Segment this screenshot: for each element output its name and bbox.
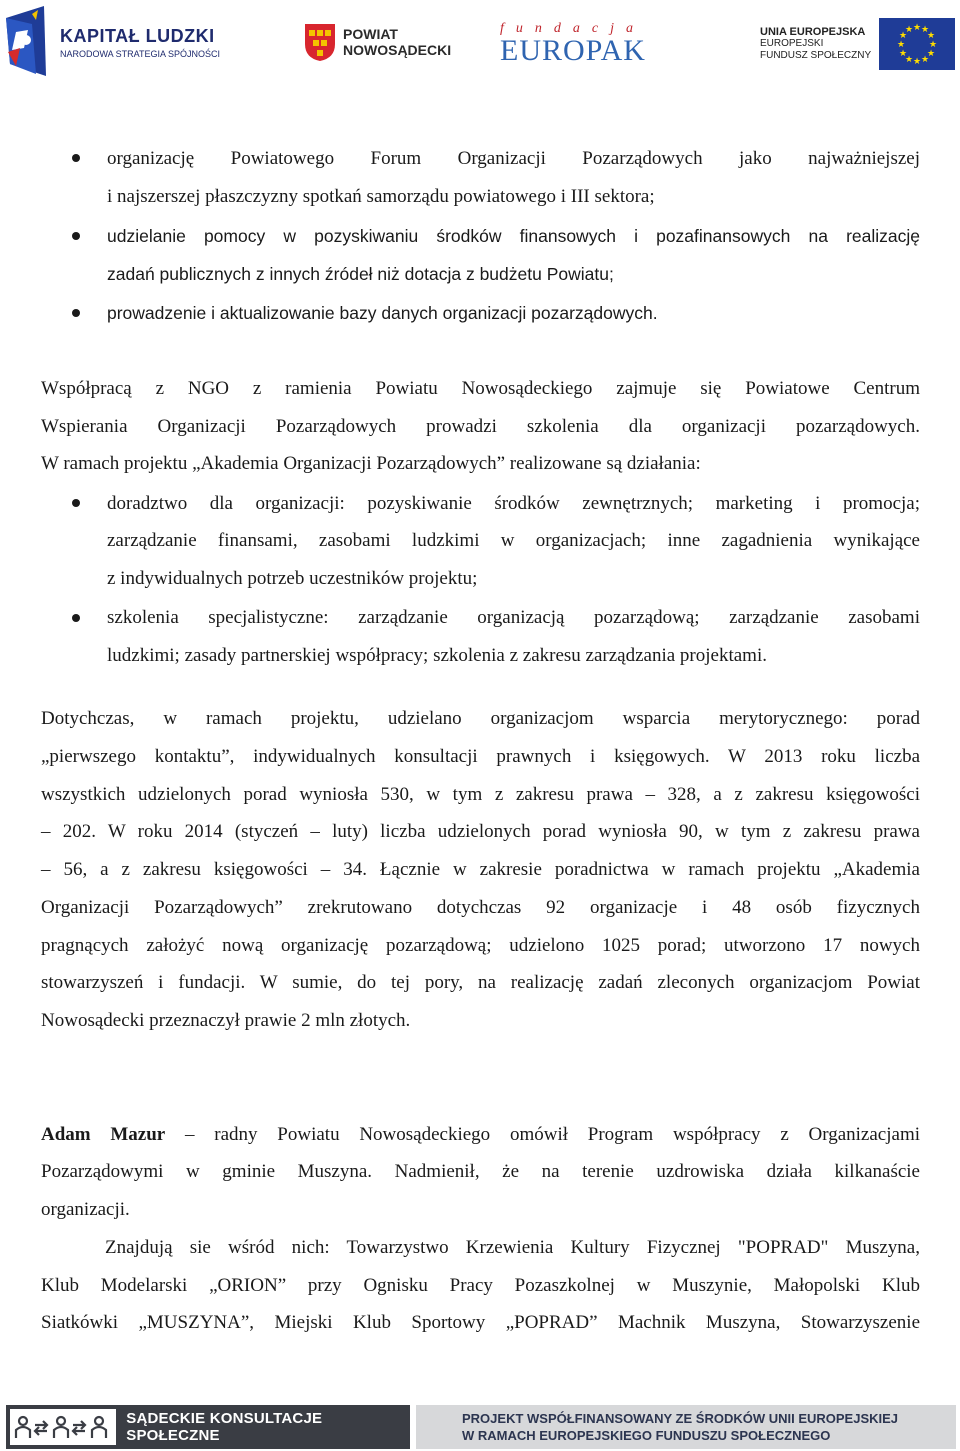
svg-text:★: ★ (927, 49, 936, 59)
para2-line3: wszystkich udzielonych porad wyniosła 530, w tym z zakresu prawa – 328, a z zakresu księgowości (41, 784, 920, 805)
footer-right-line2: W RAMACH EUROPEJSKIEGO FUNDUSZU SPOŁECZNEGO (462, 1428, 831, 1443)
powiat-line1: POWIAT (343, 26, 398, 42)
ue-title: UNIA EUROPEJSKA (760, 26, 866, 38)
svg-text:★: ★ (905, 55, 914, 65)
bullet-icon (72, 154, 80, 162)
list1-item2-line2: zadań publicznych z innych źródeł niż dotacja z budżetu Powiatu; (107, 264, 614, 284)
list1-item2-line1: udzielanie pomocy w pozyskiwaniu środków finansowych i pozafinansowych na realizację (107, 226, 920, 246)
svg-text:★: ★ (897, 40, 906, 50)
list2-item2-line1: szkolenia specjalistyczne: zarządzanie organizacją pozarządową; zarządzanie zasobami (107, 607, 920, 628)
header-logos (0, 0, 960, 90)
fundacja-label: fundacja (500, 21, 645, 36)
footer-eu-cofinancing (416, 1405, 956, 1449)
list1-item1-line2: i najszerszej płaszczyzny spotkań samorządu powiatowego i III sektora; (107, 186, 655, 207)
svg-text:★: ★ (899, 49, 908, 59)
svg-text:★: ★ (929, 40, 938, 50)
para2-line9: Nowosądecki przeznaczył prawie 2 mln złotych. (41, 1010, 411, 1031)
bullet-icon (72, 614, 80, 622)
bullet-icon (72, 499, 80, 507)
para2-line1: Dotychczas, w ramach projektu, udzielano organizacjom wsparcia merytorycznego: porad (41, 708, 920, 729)
svg-text:★: ★ (905, 25, 914, 35)
bullet-icon (72, 232, 80, 240)
footer-banner (0, 1402, 960, 1451)
footer-left-title: SĄDECKIE KONSULTACJE SPOŁECZNE (126, 1410, 323, 1444)
para2-line4: – 202. W roku 2014 (styczeń – luty) liczba udzielonych porad wyniosła 90, w tym z zakresu prawa (41, 821, 920, 842)
powiat-line2: NOWOSĄDECKI (343, 42, 452, 58)
para4-line2: Klub Modelarski „ORION” przy Ognisku Pracy Pozaszkolnej w Muszynie, Małopolski Klub (41, 1275, 920, 1296)
speaker-name: Adam Mazur (41, 1124, 166, 1145)
list2-item2-line2: ludzkimi; zasady partnerskiej współpracy; szkolenia z zakresu zarządzania projektami. (107, 645, 767, 666)
ue-subtitle-2: FUNDUSZ SPOŁECZNY (760, 50, 872, 61)
para1-line2: Wspierania Organizacji Pozarządowych prowadzi szkolenia dla organizacji pozarządowych. (41, 416, 920, 437)
list1-item1-line1: organizację Powiatowego Forum Organizacji Pozarządowych jako najważniejszej (107, 148, 920, 169)
para3-line1 (41, 1123, 920, 1147)
para2-line8: stowarzyszeń i fundacji. W sumie, do tej pory, na realizację zadań zleconych organizacjom Powiat (41, 972, 920, 993)
para2-line7: pragnących założyć nową organizację pozarządową; udzielono 1025 porad; utworzono 17 nowych (41, 935, 920, 956)
para2-line5: – 56, a z zakresu księgowości – 34. Łącznie w zakresie poradnictwa w ramach projektu „Akademia (41, 859, 920, 880)
list2-item1-line1: doradztwo dla organizacji: pozyskiwanie środków zewnętrznych; marketing i promocja; (107, 493, 920, 514)
powiat-coat-of-arms-icon (303, 22, 337, 62)
kapital-ludzki-emblem-icon (2, 4, 54, 80)
para1-line3: W ramach projektu „Akademia Organizacji Pozarządowych” realizowane są działania: (41, 453, 701, 474)
people-exchange-icon (10, 1409, 116, 1445)
svg-text:★: ★ (899, 31, 908, 41)
fundacja-europak-logo (500, 22, 646, 66)
kapital-ludzki-subtitle: NARODOWA STRATEGIA SPÓJNOŚCI (60, 48, 221, 59)
list1-item3-line1: prowadzenie i aktualizowanie bazy danych organizacji pozarządowych. (107, 303, 658, 323)
bullet-icon (72, 309, 80, 317)
para4-line3: Siatkówki „MUSZYNA”, Miejski Klub Sportowy „POPRAD” Machnik Muszyna, Stowarzyszenie (41, 1312, 920, 1333)
list2-item1-line3: z indywidualnych potrzeb uczestników projektu; (107, 568, 478, 589)
para3-line3: organizacji. (41, 1199, 130, 1220)
svg-text:★: ★ (921, 25, 930, 35)
europak-label: EUROPAK (500, 34, 646, 67)
para3-line1-rest: – radny Powiatu Nowosądeckiego omówił Program współpracy z Organizacjami (165, 1124, 920, 1145)
para1-line1: Współpracą z NGO z ramienia Powiatu Nowosądeckiego zajmuje się Powiatowe Centrum (41, 378, 920, 399)
ue-subtitle-1: EUROPEJSKI (760, 38, 824, 49)
unia-europejska-logo (760, 18, 955, 70)
powiat-nowosadecki-logo (303, 22, 451, 62)
svg-text:★: ★ (921, 55, 930, 65)
kapital-ludzki-logo (2, 4, 220, 80)
eu-flag-icon (879, 18, 955, 70)
list2-item1-line2: zarządzanie finansami, zasobami ludzkimi w organizacjach; inne zagadnienia wynikające (107, 530, 920, 551)
para2-line6: Organizacji Pozarządowych” zrekrutowano dotychczas 92 organizacje i 48 osób fizycznych (41, 897, 920, 918)
para4-line1: Znajdują sie wśród nich: Towarzystwo Krzewienia Kultury Fizycznej "POPRAD" Muszyna, (105, 1237, 920, 1258)
para3-line2: Pozarządowymi w gminie Muszyna. Nadmienił, że na terenie uzdrowiska działa kilkanaście (41, 1161, 920, 1182)
footer-konsultacje (6, 1405, 410, 1449)
kapital-ludzki-title: KAPITAŁ LUDZKI (60, 25, 215, 46)
footer-right-line1: PROJEKT WSPÓŁFINANSOWANY ZE ŚRODKÓW UNII EUROPEJSKIEJ (462, 1411, 899, 1426)
svg-text:★: ★ (927, 31, 936, 41)
para2-line2: „pierwszego kontaktu”, indywidualnych konsultacji prawnych i księgowych. W 2013 roku liczba (41, 746, 920, 767)
svg-text:★: ★ (913, 23, 922, 33)
svg-text:★: ★ (913, 57, 922, 67)
